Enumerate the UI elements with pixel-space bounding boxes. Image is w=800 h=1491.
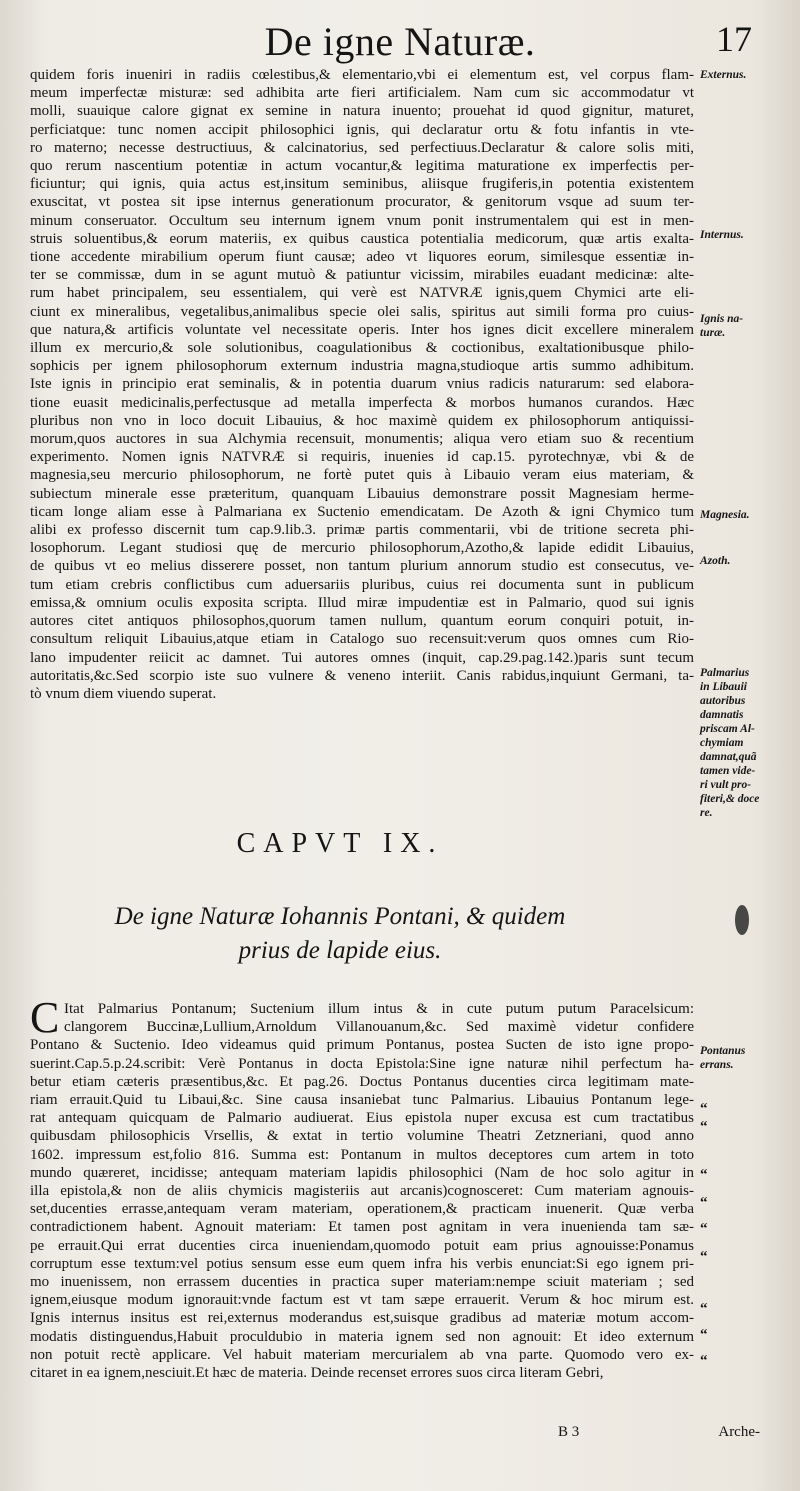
paragraph-2 — [30, 993, 694, 1382]
text-line: set,ducenties errasse,antequam veram materiam, operationem,& practicam inuenerit. Quæ verba — [30, 1201, 694, 1218]
text-line: corruptum esse textum:vel potius sensum esse eum quem infra his verbis enunciat:Si ego ignem pri- — [30, 1255, 694, 1272]
margin-note-line: re. — [700, 807, 713, 819]
text-line: subiectum minerale esse præteritum, quanquam Libauius demonstrare possit Magnesiam herme- — [30, 485, 694, 502]
text-line: quidem foris inueniri in radiis cœlestibus,& elementario,vbi ei elementum est, vel corpus flam- — [30, 67, 694, 83]
text-line: Iste ignis in principio erat seminalis, & in potentia duarum vnius radicis naturarum: sed elabora- — [30, 376, 694, 393]
text-line: clangorem Buccinæ,Lullium,Arnoldum Villanouanum,&c. Sed maximè videtur confidere — [64, 1019, 694, 1036]
margin-note — [700, 508, 796, 522]
margin-note-line: autoribus — [700, 695, 746, 707]
margin-note-line: in Libauii — [700, 681, 747, 693]
margin-note-line: Azoth. — [700, 555, 731, 567]
text-line: tum etiam crebris conflictibus cum aduersariis pluribus, cuius rei documenta sunt in publicum — [30, 576, 694, 593]
text-line: modatis distinguendus,Habuit proculdubio in materia ignem sed non agnouit: Et ideo externum — [30, 1328, 694, 1345]
margin-note-line: ri vult pro- — [700, 779, 752, 791]
margin-note — [700, 312, 796, 340]
chapter-subtitle — [0, 900, 680, 968]
text-line: struis soluentibus,& eorum materiis, ex quibus caustica potentialia medicorum, quæ artis exalta- — [30, 230, 694, 247]
text-line: pe errauit.Qui errat ducenties circa inueniendam,quomodo potuit eam prius agnouisse:Ponamus — [30, 1237, 694, 1254]
text-line: Ignis internus insitus est rei,externus moderandus est,suisque gradibus ad materiæ motum accom- — [30, 1310, 694, 1327]
text-line: non potuit rectè applicare. Vel habuit materiam mercurialem ab vna parte. Quomodo vero ex- — [30, 1346, 694, 1363]
text-line: riam errauit.Quid tu Libaui,&c. Sine causa insaniebat tunc Palmarius. Libauius Pontanum lege- — [30, 1092, 694, 1109]
running-head: De igne Naturæ. — [264, 19, 536, 64]
margin-note-line: fiteri,& doce — [700, 793, 760, 805]
text-line: 1602. impressum est,folio 816. Summa est: Pontanum in multos deceptores cum artem in toto — [30, 1146, 694, 1163]
margin-note-line: damnat,quã — [700, 751, 757, 763]
catchword: Arche- — [718, 1424, 760, 1440]
text-line: morum,quos auctores in sua Alchymia recensuit, monumentis; aliqua vero etiam suo & recentium — [30, 431, 694, 448]
text-line: ciunt ex mineralibus, vegetalibus,animalibus specie olei salis, spiritus aut simili forma pro cuius- — [30, 303, 694, 320]
margin-note-line: priscam Al- — [700, 723, 755, 735]
quote-mark: “ — [700, 1119, 708, 1135]
text-line: suerint.Cap.5.p.24.scribit: Verè Pontanus in docta Epistola:Sine igne naturæ nihil perfectum ha- — [30, 1055, 694, 1072]
quote-mark: “ — [700, 1353, 708, 1369]
margin-note-line: damnatis — [700, 709, 744, 721]
text-line: quo rerum nascentium potentiæ in actum vocantur,& legitima maturatione ex imperfectis per- — [30, 158, 694, 175]
text-line: quibusdam philosophicis Vrsellis, & extat in tertio volumine Theatri Zetzneriani, quod anno — [30, 1128, 694, 1145]
text-line: losophorum. Legant studiosi quę de mercurio philosophorum,Azotho,& lapide edidit Libauius, — [30, 540, 694, 557]
margin-note — [700, 554, 796, 568]
margin-note — [700, 228, 796, 242]
text-line: rum habet principalem, seu essentialem, qui verè est NATVRÆ ignis,quem Chymici arte eli- — [30, 285, 694, 302]
quote-mark: “ — [700, 1327, 708, 1343]
margin-note-line: Externus. — [700, 69, 747, 81]
margin-note-line: Internus. — [700, 229, 744, 241]
text-line: mo inuenissem, non errassem ducenties in practica super materiam:nempe sciuit materiam ; sed — [30, 1274, 694, 1291]
margin-note-line: Magnesia. — [700, 509, 750, 521]
text-line: lano impudenter reiicit ac damnet. Tui autores omnes (inquit, cap.29.pag.142.)paris sunt tecum — [30, 649, 694, 666]
page-number: 17 — [716, 19, 752, 59]
margin-note-line: Ignis na- — [700, 313, 744, 325]
text-line: ignem,eiusque modum ignorauit:vnde factum est vt tam sæpe errauerit. Verum & hoc mirum est. — [30, 1292, 694, 1309]
margin-note-line: Pontanus — [700, 1045, 746, 1057]
text-line: minum conseruator. Occultum seu internum ignem vnum ponit instrumentalem qui est in men- — [30, 212, 694, 229]
text-line: ro materno; necesse destructiuus, & calcinatorius, sed perfectiuus.Declaratur & calore solis miti, — [30, 139, 694, 156]
chapter-subtitle-line-1: De igne Naturæ Iohannis Pontani, & quidem — [114, 903, 566, 930]
drop-cap: C — [30, 993, 60, 1042]
chapter-subtitle-line-2: prius de lapide eius. — [238, 937, 442, 964]
text-line: consultum reliquit Libauius,atque etiam in Catalogo suo recensuit:verum quos omnes cum Rio- — [30, 631, 694, 648]
quote-mark: “ — [700, 1195, 708, 1211]
page-footer — [30, 1424, 760, 1448]
text-line: illum ex mercurio,& sole solutionibus, coagulationibus & coctionibus, exaltationibusque philo- — [30, 340, 694, 357]
text-line: tione accedente mirabilium operum fiunt causæ; adeo vt liquores eorum, similesque essentiæ in- — [30, 249, 694, 266]
text-line: autores citet antiquos philosophos,quorum tamen nullum, quantum eorum conquiri potuit, in- — [30, 613, 694, 630]
text-line: autoritatis,&c.Sed scorpio iste suo vulnere & veneno interiit. Canis rabidus,inquiunt Germani, ta- — [30, 667, 694, 684]
text-line: ticam longe aliam esse à Palmariana ex Suctenio emendicatam. De Azoth & igni Chymico tum — [30, 503, 694, 520]
paragraph-1 — [30, 66, 694, 703]
text-line: experimento. Nomen ignis NATVRÆ si requiris, inuenies id cap.15. pyrotechnyæ, vbi & de — [30, 449, 694, 466]
text-line: perficiatque: tunc nomen accipit philosophici ignis, qui declaratur ortu & fotu infantis in vte- — [30, 121, 694, 138]
margin-note — [700, 1044, 796, 1072]
chapter-heading: CAPVT IX. — [236, 828, 444, 859]
text-line: tione euasit medicinalis,perfectusque ad metalla imperfecta & morbos humanos curandos. Hæc — [30, 394, 694, 411]
margin-note — [700, 68, 796, 82]
text-line: contradictionem habent. Agnouit materiam: Et tamen post agnitam in vera inuenienda tam sæ- — [30, 1219, 694, 1236]
margin-note-line: turæ. — [700, 327, 726, 339]
quote-mark: “ — [700, 1301, 708, 1317]
margin-note — [700, 666, 796, 820]
text-line: que natura,& artificis voluntate vel necessitate operis. Inter hos ignes dicit excellere mineralem — [30, 321, 694, 338]
margin-note-line: tamen vide- — [700, 765, 756, 777]
text-line: betur etiam cæteris præsentibus,&c. Et pag.26. Doctus Pontanus ducenties circa legitimam mate- — [30, 1073, 694, 1090]
text-line: ter se commissæ, dum in se agunt mutuò & patiuntur vicissim, mirabiles euadant medicinæ: alte- — [30, 267, 694, 284]
quote-mark: “ — [700, 1221, 708, 1237]
text-line: citaret in ea ignem,nesciuit.Et hæc de materia. Deinde recenset errores suos circa literam Gebri, — [30, 1365, 604, 1382]
text-line: tò vnum diem viuendo superat. — [30, 685, 217, 702]
text-line: mundo quæreret, incidisse; antequam materiam lapidis philosophici (Nam de hoc solo agitur in — [30, 1164, 694, 1181]
text-line: Pontano & Suctenio. Ideo videamus quid primum Pontanus, postea Sucten de isto igne propo- — [30, 1037, 694, 1054]
signature-mark: B 3 — [558, 1424, 580, 1440]
text-line: molli, suauique calore gignat ex semine in natura inuento; prouehat id quod gignitur, maturet, — [30, 103, 694, 120]
text-line: sophicis per ignem philosophorum externum industria magna,studioque artis summo adhibitum. — [30, 358, 694, 375]
text-line: magnesia,seu mercurio philosophorum, ne fortè putet quis à Libauio veram eius materiam, & — [30, 467, 694, 484]
quote-mark: “ — [700, 1167, 708, 1183]
quote-mark: “ — [700, 1249, 708, 1265]
margin-note-line: errans. — [700, 1059, 734, 1071]
text-line: Itat Palmarius Pontanum; Suctenium illum intus & in cute putum putum Paracelsicum: — [64, 1001, 694, 1017]
text-line: exuscitat, vt postea sit ipse internus generationum procurator, & genitorum vsque ad suum ter- — [30, 194, 694, 211]
text-line: illa epistola,& non de aliis chymicis magisteriis aut arcanis)cognosceret: Cum materiam agnouis- — [30, 1183, 694, 1200]
margin-note-line: chymiam — [700, 737, 744, 749]
text-line: meum imperfectæ misturæ: sed adhibita arte fieri artificialem. Nam cum sic accommodatur vt — [30, 85, 694, 102]
text-line: rat antequam quicquam de Palmario audiuerat. Eius epistola nuper excusa est cum tractatibus — [30, 1110, 694, 1127]
text-line: alibi ex professo discernit tum cap.9.lib.3. primæ partis commentarii, vbi de tritione secreta phi- — [30, 522, 694, 539]
text-line: de quibus vt eo melius disserere posset, non tantum plurium annorum studio est consecutus, ve- — [30, 558, 694, 575]
text-line: ficiuntur; qui ignis, quia actus est,insitum seminibus, aliisque frugiferis,in potentia existentem — [30, 176, 694, 193]
text-line: pluribus non vno in loco docuit Libauius, & hoc maximè quidem ex philosophorum antiquissi- — [30, 412, 694, 429]
text-line: emissa,& omnium oculis exposita scripta. Illud miræ impudentiæ est in Palmario, quod sui ignis — [30, 594, 694, 611]
quote-mark: “ — [700, 1101, 708, 1117]
margin-note-line: Palmarius — [700, 667, 750, 679]
ink-blot — [735, 905, 749, 935]
